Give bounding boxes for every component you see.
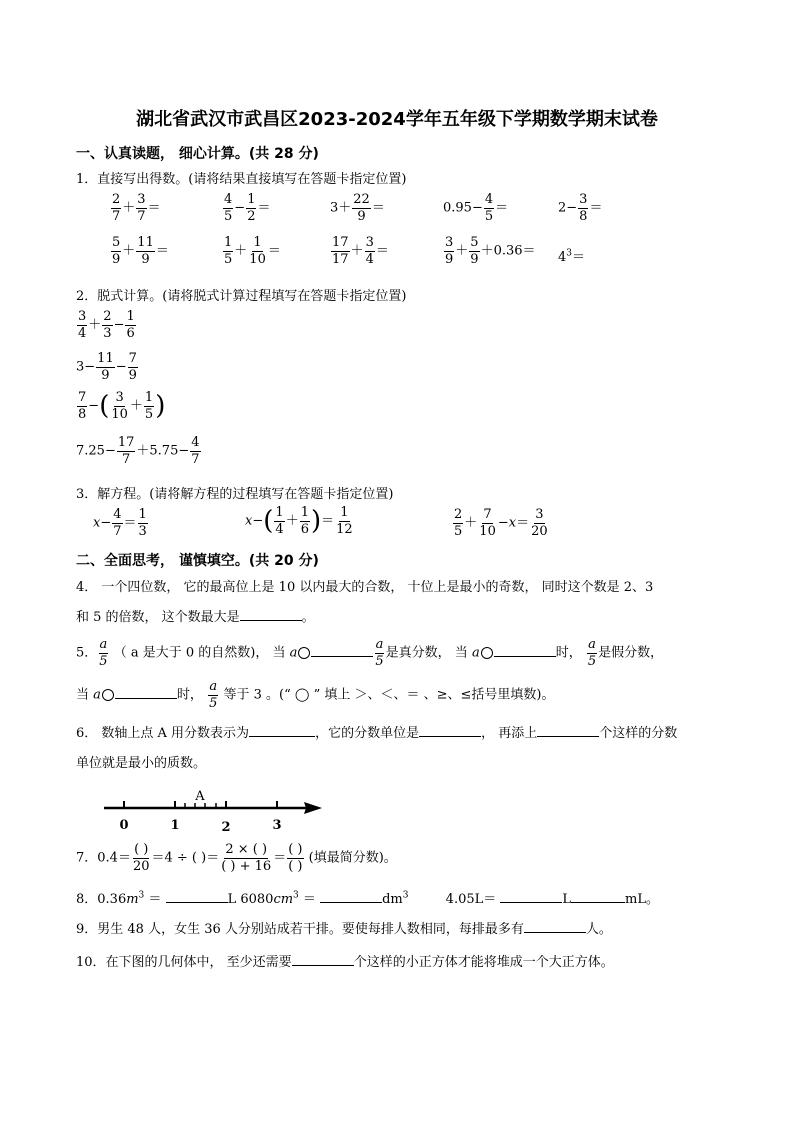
axis-label-2: 2	[221, 820, 231, 835]
q9-blank[interactable]	[524, 920, 586, 933]
q8-blank-1[interactable]	[166, 890, 228, 903]
q1-item-6: $\frac{5}{9}$ ＋ $\frac{11}{9}$ ＝	[112, 235, 169, 267]
q8-blank-4[interactable]	[571, 890, 625, 903]
axis-label-1: 1	[170, 818, 180, 833]
q2-item-1: $\frac{3}{4}$ ＋ $\frac{2}{3}$ − $\frac{1}{6}$	[78, 309, 135, 341]
q6-blank-2[interactable]	[419, 724, 481, 737]
point-a-label: A	[195, 789, 205, 804]
q5-line-1: 5． $\frac{a}{5}$ （ a 是大于 0 的自然数)， 当 a $\frac{a}{5}$ 是真分数， 当 a 时， $\frac{a}{5}$ 是假分数，	[76, 637, 664, 669]
section-1-heading: 一、认真读题， 细心计算。(共 28 分)	[76, 146, 319, 162]
q5-compare-circle-2[interactable]	[481, 647, 493, 659]
q1-item-10: $4^3=$	[558, 248, 586, 265]
q3-eq-1: x− $\frac{4}{7}$ ＝ $\frac{1}{3}$	[93, 507, 147, 539]
q1-item-5: 2− $\frac{3}{8}$ ＝	[558, 192, 603, 224]
q1-item-7: $\frac{1}{5}$ ＋ $\frac{1}{10}$ ＝	[224, 235, 281, 267]
q4-line-2: 和 5 的倍数， 这个数最大是 。	[76, 610, 315, 625]
q1-item-1: $\frac{2}{7}$ ＋ $\frac{3}{7}$ ＝	[112, 192, 161, 224]
q10-blank[interactable]	[292, 953, 354, 966]
q6-blank-3[interactable]	[537, 724, 599, 737]
q9-line: 9．男生 48 人，女生 36 人分别站成若干排。要使每排人数相同，每排最多有 人。	[76, 922, 612, 937]
q2-item-4: 7.25− $\frac{17}{7}$ ＋5.75− $\frac{4}{7}$	[76, 435, 200, 467]
q7-line: 7．0.4＝ $\frac{( )}{20}$ ＝4 ÷ ( )＝ $\frac{2 \times ( )}{( ) + 16}$ ＝ $\frac{( )}{( )}$ (填最简分数)。	[76, 842, 397, 874]
q10-line: 10．在下图的几何体中， 至少还需要 个这样的小正方体才能将堆成一个大正方体。	[76, 955, 614, 970]
q2-label: 2．脱式计算。(请将脱式计算过程填写在答题卡指定位置)	[76, 289, 407, 304]
q5-blank-1[interactable]	[311, 644, 373, 657]
axis-label-0: 0	[119, 818, 129, 833]
q1-label: 1．直接写出得数。(请将结果直接填写在答题卡指定位置)	[76, 172, 407, 187]
q6-line-2: 单位就是最小的质数。	[76, 756, 207, 771]
q5-blank-3[interactable]	[115, 686, 177, 699]
q6-blank-1[interactable]	[249, 724, 315, 737]
q4-answer-blank[interactable]	[240, 608, 302, 621]
q1-item-8: $\frac{17}{17}$ ＋ $\frac{3}{4}$ ＝	[332, 235, 389, 267]
axis-label-3: 3	[272, 818, 282, 833]
q3-label: 3．解方程。(请将解方程的过程填写在答题卡指定位置)	[76, 487, 394, 502]
q1-item-4: 0.95− $\frac{4}{5}$ ＝	[443, 192, 509, 224]
q5-blank-2[interactable]	[494, 644, 556, 657]
q3-eq-3: $\frac{2}{5}$ ＋ $\frac{7}{10}$ −x＝ $\frac{3}{20}$	[454, 507, 548, 539]
page-title: 湖北省武汉市武昌区2023-2024学年五年级下学期数学期末试卷	[136, 109, 658, 130]
number-line-arrow	[304, 802, 322, 814]
q1-item-9: $\frac{3}{9}$ ＋ $\frac{5}{9}$ ＋0.36＝	[445, 235, 536, 267]
q6-line-1: 6． 数轴上点 A 用分数表示为 ，它的分数单位是 ， 再添上 个这样的分数	[76, 726, 678, 741]
q5-line-2: 当 a 时， $\frac{a}{5}$ 等于 3 。(“ ◯ ” 填上 ＞、＜、＝ 、≥、≤括号里填数)。	[76, 679, 555, 711]
q2-item-3: $\frac{7}{8}$ −( $\frac{3}{10}$ ＋ $\frac{1}{5}$ )	[78, 390, 166, 422]
q8-line: 8．$0.36m^3 = L$ $6080cm^3 = dm^3$ 4.05L＝ L mL。	[76, 890, 660, 907]
q2-item-2: 3− $\frac{11}{9}$ − $\frac{7}{9}$	[76, 351, 137, 383]
q1-item-3: 3＋ $\frac{22}{9}$ ＝	[330, 192, 385, 224]
q5-compare-circle-3[interactable]	[102, 689, 114, 701]
number-line	[100, 784, 330, 836]
q8-blank-3[interactable]	[500, 890, 562, 903]
section-2-heading: 二、全面思考， 谨慎填空。(共 20 分)	[76, 553, 319, 569]
q4-line-1: 4． 一个四位数， 它的最高位上是 10 以内最大的合数， 十位上是最小的奇数， 同时这个数是 2、3	[76, 580, 654, 595]
q5-compare-circle-1[interactable]	[298, 647, 310, 659]
q8-blank-2[interactable]	[320, 890, 382, 903]
q1-item-2: $\frac{4}{5}$ − $\frac{1}{2}$ ＝	[224, 192, 271, 224]
q3-eq-2: x−( $\frac{1}{4}$ ＋ $\frac{1}{6}$ )＝ $\frac{1}{12}$	[245, 505, 353, 537]
